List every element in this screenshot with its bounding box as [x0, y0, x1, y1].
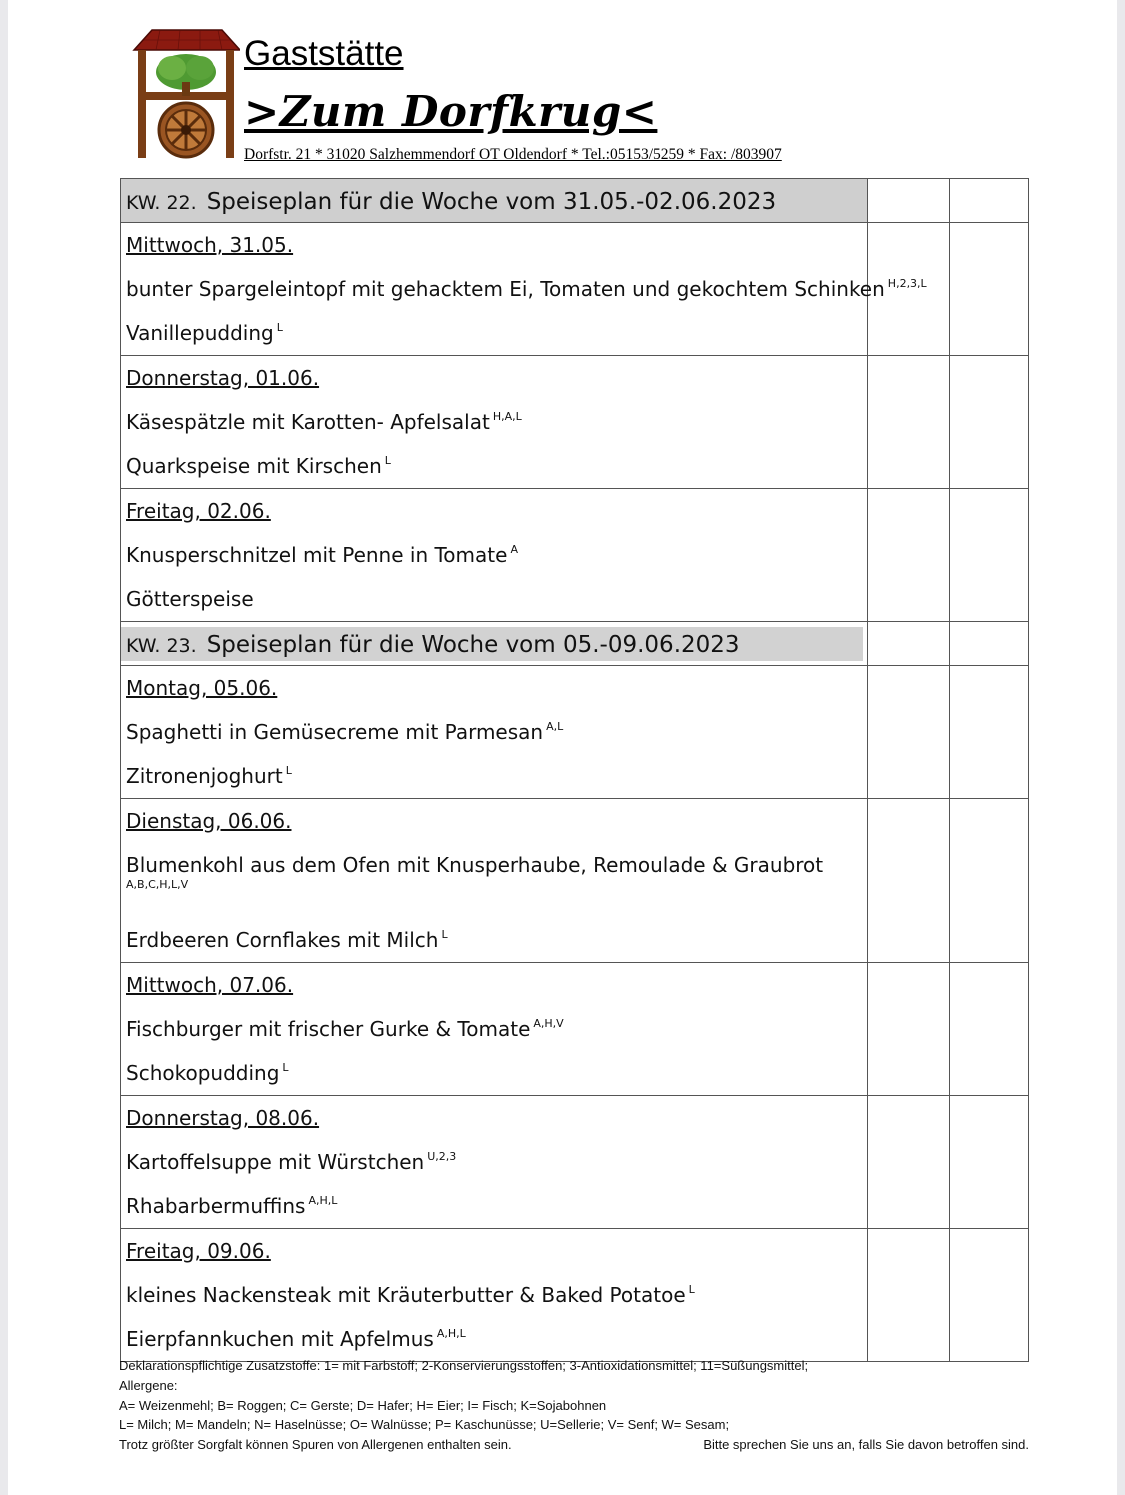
day-row	[121, 666, 1029, 799]
day-date: Donnerstag, 08.06.	[126, 1106, 320, 1130]
dessert: Götterspeise	[126, 587, 254, 611]
allergen-code: L	[282, 1061, 289, 1074]
day-row	[121, 489, 1029, 622]
main-dish: Kartoffelsuppe mit Würstchen	[126, 1150, 425, 1174]
allergen-code: L	[441, 928, 448, 941]
dessert: Quarkspeise mit Kirschen	[126, 454, 382, 478]
allergen-code: A	[510, 543, 518, 556]
restaurant-type: Gaststätte	[244, 34, 404, 73]
dessert: Erdbeeren Cornflakes mit Milch	[126, 928, 439, 952]
dessert: Eierpfannkuchen mit Apfelmus	[126, 1327, 434, 1351]
week-header-row	[121, 179, 1029, 223]
main-dish: Käsespätzle mit Karotten- Apfelsalat	[126, 410, 490, 434]
allergen-code: H,2,3,L	[887, 277, 927, 290]
main-dish: Blumenkohl aus dem Ofen mit Knusperhaube, Remoulade & Graubrot	[126, 853, 824, 877]
main-dish: kleines Nackensteak mit Kräuterbutter & Baked Potatoe	[126, 1283, 686, 1307]
allergen-code: A,B,C,H,L,V	[126, 878, 189, 891]
footer-notes	[119, 1356, 1029, 1455]
allergen-code: A,L	[546, 720, 564, 733]
allergen-code: A,H,L	[436, 1327, 466, 1340]
day-row	[121, 963, 1029, 1096]
dessert: Zitronenjoghurt	[126, 764, 283, 788]
allergen-code: A,H,L	[308, 1194, 338, 1207]
allergen-code: L	[384, 454, 391, 467]
week-header-row	[121, 622, 1029, 666]
allergens-list-2: L= Milch; M= Mandeln; N= Haselnüsse; O= Walnüsse; P= Kaschunüsse; U=Sellerie; V= Senf; W= Sesam;	[119, 1417, 730, 1433]
dessert: Vanillepudding	[126, 321, 274, 345]
main-dish: bunter Spargeleintopf mit gehacktem Ei, Tomaten und gekochtem Schinken	[126, 277, 885, 301]
well-logo-icon	[130, 28, 240, 160]
week-number: KW. 23.	[126, 635, 197, 657]
day-date: Freitag, 09.06.	[126, 1239, 271, 1263]
restaurant-address: Dorfstr. 21 * 31020 Salzhemmendorf OT Oldendorf * Tel.:05153/5259 * Fax: /803907	[244, 146, 782, 163]
day-row	[121, 1229, 1029, 1362]
allergen-code: U,2,3	[427, 1150, 457, 1163]
main-dish: Knusperschnitzel mit Penne in Tomate	[126, 543, 508, 567]
week-plan-title: Speiseplan für die Woche vom 31.05.-02.06.2023	[206, 189, 777, 215]
main-dish: Fischburger mit frischer Gurke & Tomate	[126, 1017, 531, 1041]
menu-table	[120, 178, 1029, 1362]
allergen-code: L	[276, 321, 283, 334]
main-dish: Spaghetti in Gemüsecreme mit Parmesan	[126, 720, 544, 744]
allergen-code: A,H,V	[533, 1017, 564, 1030]
day-row	[121, 356, 1029, 489]
allergens-list-1: A= Weizenmehl; B= Roggen; C= Gerste; D= Hafer; H= Eier; I= Fisch; K=Sojabohnen	[119, 1397, 607, 1413]
day-row	[121, 1096, 1029, 1229]
day-date: Mittwoch, 31.05.	[126, 233, 294, 257]
allergen-code: L	[285, 764, 292, 777]
allergen-code: H,A,L	[492, 410, 522, 423]
dessert: Schokopudding	[126, 1061, 280, 1085]
day-date: Freitag, 02.06.	[126, 499, 271, 523]
day-row	[121, 223, 1029, 356]
day-row	[121, 799, 1029, 963]
day-date: Mittwoch, 07.06.	[126, 973, 294, 997]
day-date: Dienstag, 06.06.	[126, 809, 292, 833]
week-plan-title: Speiseplan für die Woche vom 05.-09.06.2023	[206, 632, 740, 658]
contact-note: Bitte sprechen Sie uns an, falls Sie davon betroffen sind.	[703, 1437, 1029, 1453]
allergens-heading: Allergene:	[119, 1377, 178, 1393]
traces-disclaimer: Trotz größter Sorgfalt können Spuren von Allergenen enthalten sein.	[119, 1437, 512, 1453]
day-date: Donnerstag, 01.06.	[126, 366, 320, 390]
dessert: Rhabarbermuffins	[126, 1194, 306, 1218]
restaurant-name: >Zum Dorfkrug<	[244, 87, 658, 136]
additives-note: Deklarationspflichtige Zusatzstoffe: 1= mit Farbstoff; 2-Konservierungsstoffen; 3-Antioxidationsmittel; 11=Süßungsmittel;	[119, 1358, 809, 1373]
allergen-code: L	[688, 1283, 695, 1296]
week-number: KW. 22.	[126, 192, 197, 214]
day-date: Montag, 05.06.	[126, 676, 278, 700]
